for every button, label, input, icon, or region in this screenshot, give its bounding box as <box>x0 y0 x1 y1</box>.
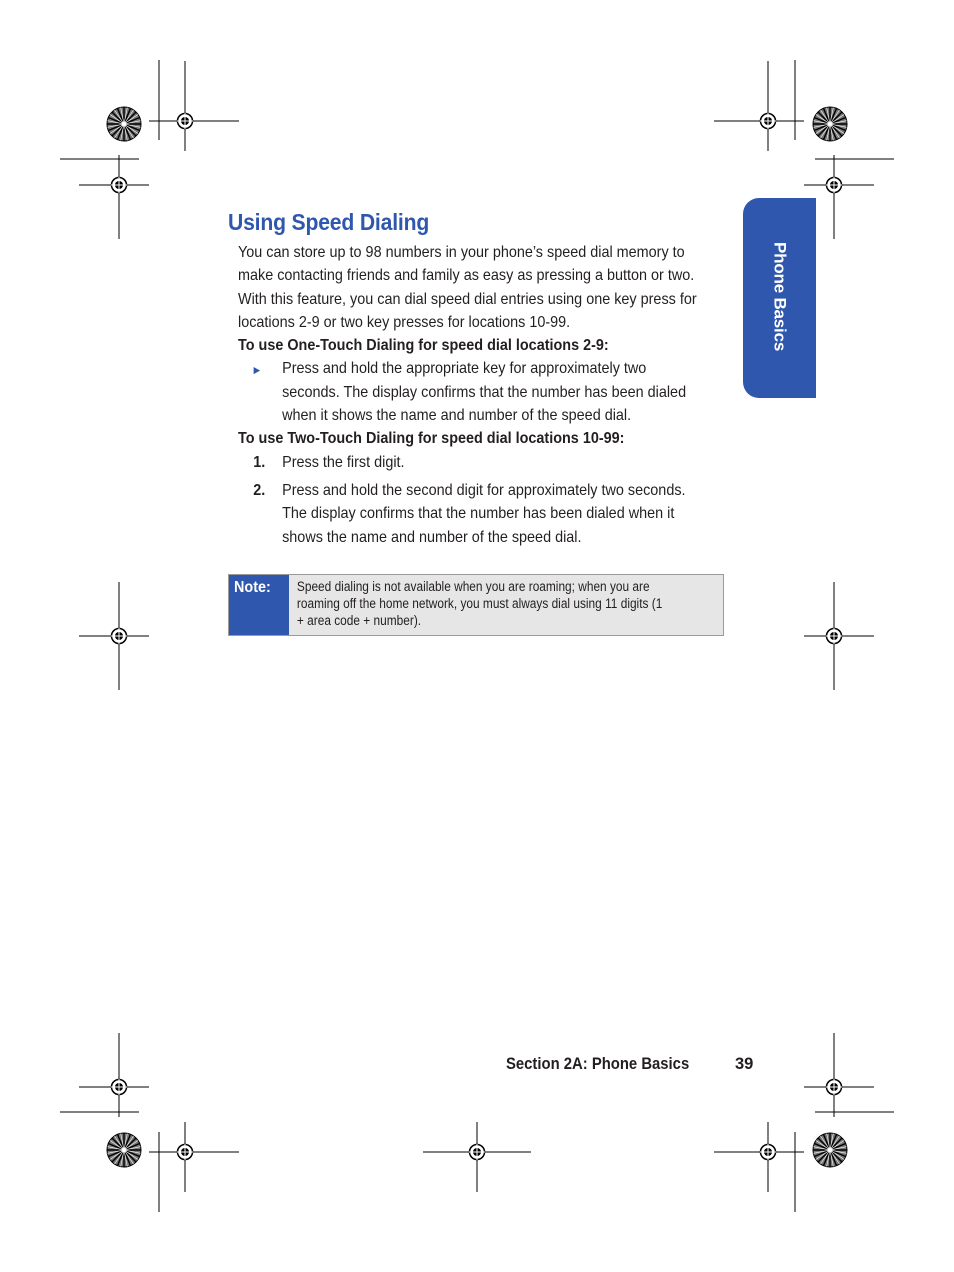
step-text: Press and hold the second digit for approximately two seconds. The display confirms that the number has been dialed when it shows the name and number of the speed dial. <box>282 481 686 546</box>
registration-mark-icon <box>447 1122 507 1182</box>
body-content <box>238 241 706 549</box>
registration-mark-icon <box>155 91 215 151</box>
registration-mark-icon <box>89 155 149 215</box>
registration-mark-icon <box>155 1122 215 1182</box>
side-tab-label: Phone Basics <box>770 242 790 352</box>
registration-mark-icon <box>738 1122 798 1182</box>
color-wheel-icon <box>107 1133 141 1167</box>
list-item <box>238 451 706 474</box>
registration-mark-icon <box>738 91 798 151</box>
step-number: 1. <box>253 453 266 471</box>
section-side-tab <box>743 198 816 398</box>
registration-mark-icon <box>89 606 149 666</box>
step-number: 2. <box>253 481 266 499</box>
note-label-cell <box>229 575 289 635</box>
registration-mark-icon <box>89 1057 149 1117</box>
note-label: Note: <box>234 579 271 596</box>
step-text: Press the first digit. <box>282 453 405 471</box>
footer-section-title: Section 2A: Phone Basics <box>506 1055 690 1073</box>
side-tab-label-wrap <box>743 198 816 398</box>
color-wheel-icon <box>813 107 847 141</box>
intro-paragraph: You can store up to 98 numbers in your phone’s speed dial memory to make contacting friends and family as easy as pressing a button or two. With this feature, you can dial speed dial entries using one key press for locations 2-9 or two key presses for locations 10-99. <box>238 244 697 331</box>
note-text: Speed dialing is not available when you are roaming; when you are roaming off the home network, you must always dial using 11 digits (1 + area code + number). <box>296 579 663 628</box>
one-touch-subheading: To use One-Touch Dialing for speed dial locations 2-9: <box>238 337 609 355</box>
page-number: 39 <box>735 1055 754 1073</box>
list-item <box>238 357 706 427</box>
list-item <box>238 479 706 549</box>
bullet-triangle-icon: ► <box>251 363 263 378</box>
color-wheel-icon <box>813 1133 847 1167</box>
page-heading: Using Speed Dialing <box>228 209 430 235</box>
bullet-text: Press and hold the appropriate key for approximately two seconds. The display confirms that the number has been dialed when it shows the name and number of the speed dial. <box>282 360 687 425</box>
registration-mark-icon <box>804 606 864 666</box>
color-wheel-icon <box>107 107 141 141</box>
registration-mark-icon <box>804 1057 864 1117</box>
two-touch-subheading: To use Two-Touch Dialing for speed dial locations 10-99: <box>238 430 625 448</box>
note-box <box>228 574 724 636</box>
